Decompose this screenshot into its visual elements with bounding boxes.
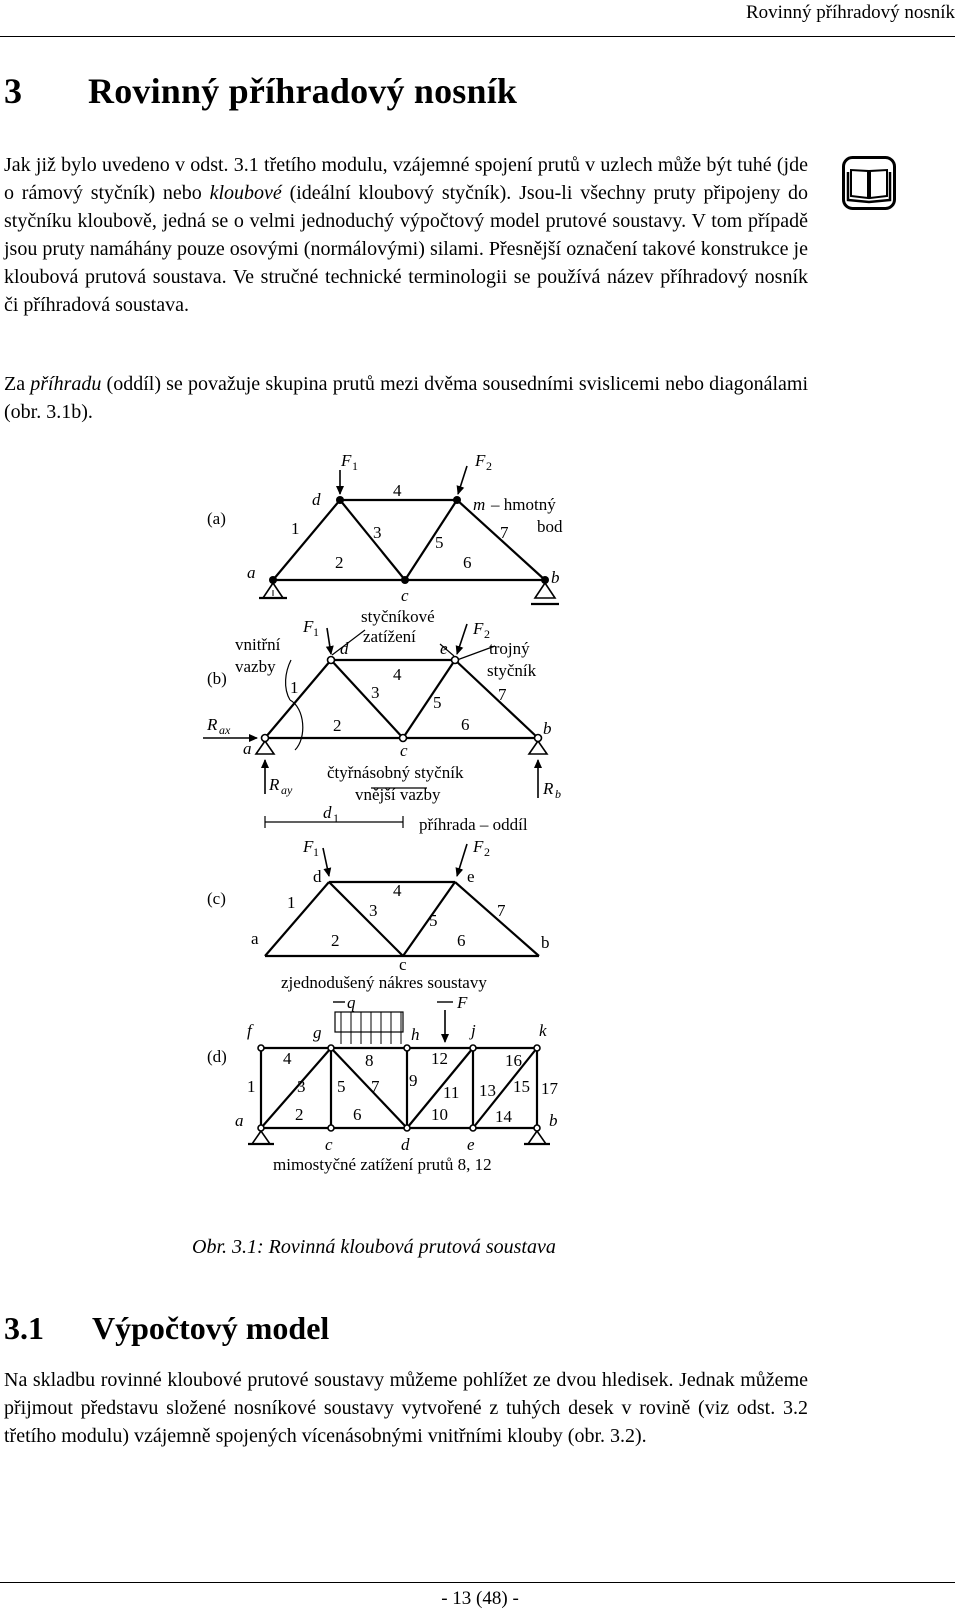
svg-text:2: 2 xyxy=(335,553,344,572)
truss-figure xyxy=(195,438,615,1228)
svg-text:4: 4 xyxy=(393,665,402,684)
label-b: (b) xyxy=(207,669,227,688)
svg-text:j: j xyxy=(471,1021,476,1040)
svg-text:zjednodušený nákres soustavy: zjednodušený nákres soustavy xyxy=(281,973,487,992)
book-icon xyxy=(842,156,896,210)
footer-divider xyxy=(0,1582,955,1583)
svg-text:6: 6 xyxy=(457,931,466,950)
svg-text:16: 16 xyxy=(505,1051,522,1070)
svg-text:b: b xyxy=(541,933,550,952)
svg-text:h: h xyxy=(411,1025,420,1044)
svg-text:vnitřní: vnitřní xyxy=(235,635,281,654)
svg-text:11: 11 xyxy=(443,1083,460,1102)
svg-text:7: 7 xyxy=(371,1077,380,1096)
svg-text:1: 1 xyxy=(290,678,299,697)
svg-text:příhrada – oddíl: příhrada – oddíl xyxy=(419,815,528,834)
svg-text:c: c xyxy=(325,1135,333,1154)
svg-text:vazby: vazby xyxy=(235,657,276,676)
svg-text:d: d xyxy=(323,803,332,822)
svg-text:d: d xyxy=(340,639,349,658)
svg-text:12: 12 xyxy=(431,1049,448,1068)
svg-text:d: d xyxy=(401,1135,410,1154)
svg-text:7: 7 xyxy=(497,901,506,920)
svg-text:trojný: trojný xyxy=(489,639,530,658)
svg-text:2: 2 xyxy=(484,845,490,859)
svg-text:15: 15 xyxy=(513,1077,530,1096)
label-d: (d) xyxy=(207,1047,227,1066)
svg-text:a: a xyxy=(247,563,256,582)
svg-text:k: k xyxy=(539,1021,547,1040)
paragraph-definition xyxy=(4,370,808,426)
svg-text:13: 13 xyxy=(479,1081,496,1100)
svg-text:styčníkové: styčníkové xyxy=(361,607,435,626)
svg-text:5: 5 xyxy=(337,1077,346,1096)
label-a: (a) xyxy=(207,509,226,528)
svg-text:2: 2 xyxy=(333,716,342,735)
svg-text:bod: bod xyxy=(537,517,563,536)
figure-caption: Obr. 3.1: Rovinná kloubová prutová soustava xyxy=(192,1236,556,1258)
svg-text:1: 1 xyxy=(313,625,319,639)
svg-text:8: 8 xyxy=(365,1051,374,1070)
svg-text:4: 4 xyxy=(393,481,402,500)
svg-text:zatížení: zatížení xyxy=(363,627,416,646)
svg-text:ay: ay xyxy=(281,783,293,797)
running-header xyxy=(0,0,955,37)
svg-text:3: 3 xyxy=(373,523,382,542)
svg-text:2: 2 xyxy=(486,459,492,473)
svg-text:5: 5 xyxy=(429,911,438,930)
para1-text-b: (ideální kloubový styčník). Jsou-li všechny pruty připojeny do styčníku kloubově, jedná se o velmi jednoduchý výpočtový model prutové soustavy. V tom případě jsou pruty namáhány pouze osovými (normálovými) silami. Přesnější označení takové konstrukce je kloubová prutová soustava. Ve stručné technické terminologii se používá název příhradový nosník či příhradová soustava. xyxy=(4,182,809,316)
chapter-title: Rovinný příhradový nosník xyxy=(88,71,518,111)
svg-text:1: 1 xyxy=(352,459,358,473)
svg-text:4: 4 xyxy=(283,1049,292,1068)
svg-text:17: 17 xyxy=(541,1079,558,1098)
svg-text:b: b xyxy=(551,568,560,587)
svg-text:R: R xyxy=(543,779,554,798)
chapter-heading xyxy=(4,70,517,112)
svg-text:2: 2 xyxy=(331,931,340,950)
svg-text:a: a xyxy=(235,1111,244,1130)
para1-text-a: Jak již bylo uvedeno v odst. 3.1 třetího modulu, vzájemné spojení prutů v uzlech může být tuhé (jde o rámový styčník) nebo xyxy=(4,154,808,204)
label-c: (c) xyxy=(207,889,226,908)
svg-text:c: c xyxy=(399,955,407,974)
svg-text:f: f xyxy=(247,1021,252,1040)
para2-emphasis: příhradu xyxy=(30,373,102,395)
svg-text:d: d xyxy=(313,867,322,886)
svg-text:q: q xyxy=(347,993,356,1012)
svg-text:F: F xyxy=(475,451,486,470)
svg-text:5: 5 xyxy=(435,533,444,552)
section-title: Výpočtový model xyxy=(92,1310,330,1346)
svg-text:b: b xyxy=(549,1111,558,1130)
svg-text:6: 6 xyxy=(463,553,472,572)
svg-text:F: F xyxy=(473,619,484,638)
paragraph-model: Na skladbu rovinné kloubové prutové soustavy můžeme pohlížet ze dvou hledisek. Jednak můžeme přijmout představu složené nosníkové soustavy vytvořené z tuhých desek v rovině (viz odst. 3.2 třetího modulu) vzájemně spojených vícenásobnými vnitřními klouby (obr. 3.2). xyxy=(4,1369,808,1447)
svg-text:e: e xyxy=(467,1135,475,1154)
para2-text-a: Za xyxy=(4,373,31,395)
svg-text:m: m xyxy=(473,495,486,514)
svg-text:F: F xyxy=(457,993,468,1012)
svg-text:– hmotný: – hmotný xyxy=(491,495,556,514)
svg-text:vnější vazby: vnější vazby xyxy=(355,785,441,804)
svg-text:F: F xyxy=(341,451,352,470)
section-heading xyxy=(4,1310,329,1347)
svg-text:1: 1 xyxy=(333,811,339,825)
svg-text:6: 6 xyxy=(353,1105,362,1124)
svg-text:styčník: styčník xyxy=(487,661,537,680)
svg-text:F: F xyxy=(303,617,314,636)
svg-text:c: c xyxy=(400,741,408,760)
svg-text:1: 1 xyxy=(247,1077,256,1096)
svg-text:c: c xyxy=(401,586,409,605)
chapter-number: 3 xyxy=(4,71,23,111)
svg-text:F: F xyxy=(303,837,314,856)
svg-text:3: 3 xyxy=(297,1077,306,1096)
svg-text:R: R xyxy=(207,715,218,734)
svg-text:2: 2 xyxy=(484,627,490,641)
running-title: Rovinný příhradový nosník xyxy=(746,2,955,23)
svg-text:10: 10 xyxy=(431,1105,448,1124)
svg-text:ax: ax xyxy=(219,723,231,737)
svg-text:5: 5 xyxy=(433,693,442,712)
svg-text:9: 9 xyxy=(409,1071,418,1090)
svg-text:1: 1 xyxy=(287,893,296,912)
para1-emphasis: kloubové xyxy=(209,182,282,204)
svg-text:2: 2 xyxy=(295,1105,304,1124)
paragraph-intro xyxy=(4,151,808,319)
svg-text:14: 14 xyxy=(495,1107,512,1126)
svg-text:čtyřnásobný styčník: čtyřnásobný styčník xyxy=(327,763,464,782)
para2-text-b: (oddíl) se považuje skupina prutů mezi dvěma sousedními svislicemi nebo diagonálami (obr. 3.1b). xyxy=(4,373,809,423)
svg-text:b: b xyxy=(543,719,552,738)
svg-text:e: e xyxy=(467,867,475,886)
svg-text:g: g xyxy=(313,1023,322,1042)
svg-text:3: 3 xyxy=(369,901,378,920)
svg-text:1: 1 xyxy=(291,519,300,538)
svg-text:7: 7 xyxy=(500,523,509,542)
svg-text:e: e xyxy=(440,639,448,658)
page-number: - 13 (48) - xyxy=(441,1588,519,1609)
svg-text:a: a xyxy=(251,929,259,948)
svg-text:R: R xyxy=(269,775,280,794)
svg-text:1: 1 xyxy=(313,845,319,859)
svg-text:7: 7 xyxy=(498,685,507,704)
svg-text:6: 6 xyxy=(461,715,470,734)
subfigure-c xyxy=(265,844,539,956)
svg-text:mimostyčné zatížení prutů 8, 1: mimostyčné zatížení prutů 8, 12 xyxy=(273,1155,492,1174)
section-number: 3.1 xyxy=(4,1310,44,1346)
svg-text:d: d xyxy=(312,490,321,509)
svg-text:3: 3 xyxy=(371,683,380,702)
subfigure-a xyxy=(259,466,559,604)
svg-text:b: b xyxy=(555,787,561,801)
svg-text:a: a xyxy=(243,739,252,758)
svg-text:F: F xyxy=(473,837,484,856)
svg-text:4: 4 xyxy=(393,881,402,900)
